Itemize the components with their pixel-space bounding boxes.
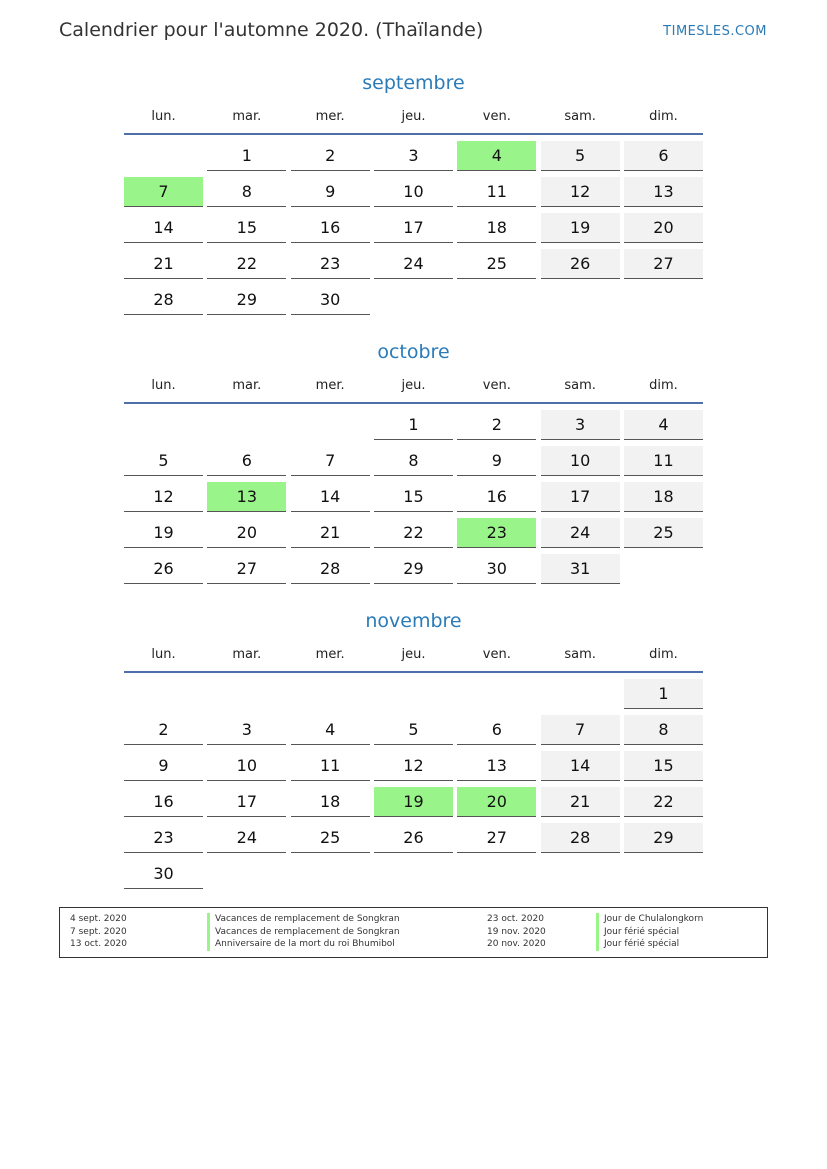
empty-cell [207,859,286,889]
weekday-label: mar. [232,109,262,124]
day-cell: 30 [291,285,370,315]
weekday-label: sam. [564,109,596,124]
day-cell: 1 [207,141,286,171]
legend-names-right [596,913,703,951]
day-cell: 26 [374,823,453,853]
legend-holiday-name: Jour férié spécial [596,938,703,951]
day-cell: 9 [124,751,203,781]
month-title: septembre [362,72,465,94]
day-cell: 25 [291,823,370,853]
day-cell: 21 [541,787,620,817]
day-cell: 22 [207,249,286,279]
weekday-label: ven. [482,109,511,124]
day-cell: 5 [541,141,620,171]
weekday-label: sam. [564,378,596,393]
empty-cell [374,859,453,889]
empty-cell [124,410,203,440]
legend-date: 20 nov. 2020 [487,939,546,949]
day-cell: 3 [541,410,620,440]
holiday-day-cell: 23 [457,518,536,548]
holiday-legend [59,907,768,958]
day-cell: 24 [541,518,620,548]
day-cell: 24 [207,823,286,853]
legend-dates-right [487,913,546,951]
day-cell: 25 [624,518,703,548]
weekday-label: mer. [315,109,345,124]
holiday-day-cell: 7 [124,177,203,207]
empty-cell [541,285,620,315]
empty-cell [624,554,703,584]
day-cell: 24 [374,249,453,279]
empty-cell [624,859,703,889]
day-cell: 18 [624,482,703,512]
day-cell: 3 [207,715,286,745]
empty-cell [124,141,203,171]
page-title: Calendrier pour l'automne 2020. (Thaïlande) [59,19,484,41]
day-cell: 11 [291,751,370,781]
day-cell: 10 [374,177,453,207]
weekday-header [124,645,703,665]
holiday-day-cell: 19 [374,787,453,817]
day-cell: 31 [541,554,620,584]
empty-cell [624,285,703,315]
weekday-label: jeu. [401,109,426,124]
day-grid [124,679,703,889]
day-cell: 14 [541,751,620,781]
header-divider [124,133,703,135]
day-cell: 29 [624,823,703,853]
day-cell: 29 [374,554,453,584]
day-cell: 14 [124,213,203,243]
empty-cell [541,859,620,889]
day-cell: 17 [541,482,620,512]
empty-cell [457,285,536,315]
day-cell: 27 [624,249,703,279]
day-cell: 5 [124,446,203,476]
day-cell: 9 [457,446,536,476]
day-cell: 14 [291,482,370,512]
weekday-label: mar. [232,647,262,662]
day-cell: 17 [207,787,286,817]
day-cell: 29 [207,285,286,315]
empty-cell [207,410,286,440]
day-cell: 8 [207,177,286,207]
weekday-label: jeu. [401,378,426,393]
legend-date: 4 sept. 2020 [70,914,127,924]
day-cell: 25 [457,249,536,279]
day-cell: 19 [124,518,203,548]
empty-cell [207,679,286,709]
holiday-day-cell: 4 [457,141,536,171]
weekday-label: lun. [151,378,176,393]
weekday-label: mer. [315,647,345,662]
day-cell: 12 [541,177,620,207]
day-cell: 16 [124,787,203,817]
header-divider [124,671,703,673]
day-cell: 22 [624,787,703,817]
legend-holiday-name: Jour de Chulalongkorn [596,913,703,926]
day-cell: 6 [457,715,536,745]
day-cell: 4 [291,715,370,745]
weekday-label: dim. [649,647,678,662]
day-cell: 30 [124,859,203,889]
day-cell: 28 [291,554,370,584]
weekday-label: lun. [151,109,176,124]
legend-date: 13 oct. 2020 [70,939,127,949]
legend-holiday-name: Vacances de remplacement de Songkran [207,926,400,939]
day-cell: 3 [374,141,453,171]
empty-cell [291,410,370,440]
month-title: novembre [365,610,462,632]
day-cell: 5 [374,715,453,745]
day-cell: 12 [374,751,453,781]
empty-cell [374,679,453,709]
month-calendar [124,71,703,315]
day-cell: 16 [291,213,370,243]
holiday-day-cell: 20 [457,787,536,817]
header-divider [124,402,703,404]
weekday-label: mer. [315,378,345,393]
day-cell: 26 [124,554,203,584]
legend-holiday-name: Anniversaire de la mort du roi Bhumibol [207,938,400,951]
legend-holiday-name: Vacances de remplacement de Songkran [207,913,400,926]
day-cell: 28 [124,285,203,315]
day-cell: 18 [291,787,370,817]
day-cell: 11 [457,177,536,207]
weekday-label: dim. [649,109,678,124]
legend-names-left [207,913,400,951]
empty-cell [291,859,370,889]
day-cell: 4 [624,410,703,440]
day-cell: 30 [457,554,536,584]
month-calendar [124,609,703,889]
month-title: octobre [377,341,450,363]
day-cell: 15 [374,482,453,512]
day-cell: 27 [207,554,286,584]
day-cell: 6 [624,141,703,171]
day-cell: 7 [291,446,370,476]
day-cell: 6 [207,446,286,476]
empty-cell [124,679,203,709]
day-cell: 20 [207,518,286,548]
day-cell: 2 [457,410,536,440]
day-cell: 16 [457,482,536,512]
day-grid [124,410,703,584]
day-cell: 21 [291,518,370,548]
day-cell: 15 [207,213,286,243]
holiday-day-cell: 13 [207,482,286,512]
day-cell: 12 [124,482,203,512]
day-cell: 17 [374,213,453,243]
day-cell: 21 [124,249,203,279]
month-calendar [124,340,703,584]
day-cell: 11 [624,446,703,476]
empty-cell [457,679,536,709]
day-cell: 2 [124,715,203,745]
day-cell: 10 [207,751,286,781]
weekday-label: ven. [482,647,511,662]
legend-date: 23 oct. 2020 [487,914,544,924]
day-cell: 23 [124,823,203,853]
legend-holiday-name: Jour férié spécial [596,926,703,939]
weekday-label: ven. [482,378,511,393]
day-cell: 22 [374,518,453,548]
day-cell: 27 [457,823,536,853]
brand-link[interactable]: TIMESLES.COM [663,24,767,39]
day-cell: 13 [624,177,703,207]
day-cell: 10 [541,446,620,476]
weekday-header [124,376,703,396]
legend-date: 7 sept. 2020 [70,926,127,937]
day-cell: 28 [541,823,620,853]
empty-cell [541,679,620,709]
weekday-header [124,107,703,127]
day-cell: 8 [374,446,453,476]
day-cell: 2 [291,141,370,171]
day-cell: 23 [291,249,370,279]
weekday-label: sam. [564,647,596,662]
weekday-label: jeu. [401,647,426,662]
day-grid [124,141,703,315]
weekday-label: mar. [232,378,262,393]
day-cell: 18 [457,213,536,243]
day-cell: 9 [291,177,370,207]
day-cell: 1 [624,679,703,709]
legend-date: 19 nov. 2020 [487,926,546,937]
empty-cell [374,285,453,315]
empty-cell [457,859,536,889]
day-cell: 8 [624,715,703,745]
day-cell: 13 [457,751,536,781]
day-cell: 7 [541,715,620,745]
day-cell: 1 [374,410,453,440]
day-cell: 15 [624,751,703,781]
weekday-label: lun. [151,647,176,662]
day-cell: 20 [624,213,703,243]
day-cell: 19 [541,213,620,243]
weekday-label: dim. [649,378,678,393]
day-cell: 26 [541,249,620,279]
legend-dates-left [70,913,127,951]
empty-cell [291,679,370,709]
